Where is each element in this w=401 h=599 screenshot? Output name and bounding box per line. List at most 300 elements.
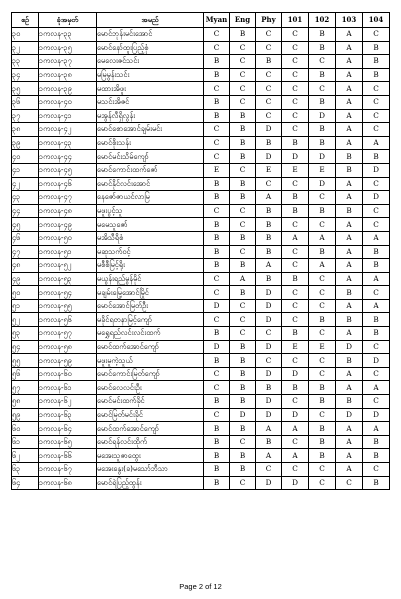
grade-cell: C — [282, 395, 309, 409]
grade-cell: A — [363, 272, 390, 286]
grade-cell: C — [230, 95, 256, 109]
student-name-cell: မခိုင်ရတနာမြင့်ကျော် — [97, 313, 204, 327]
grade-cell: A — [363, 299, 390, 313]
student-name-cell: မောင်မင်းသိမ်ကျော် — [97, 150, 204, 164]
grade-cell: B — [230, 449, 256, 463]
roll-number-cell: ၁ကလန-၃၅ — [39, 41, 97, 55]
serial-cell: ၄၉ — [12, 272, 39, 286]
grade-cell: D — [309, 109, 336, 123]
grade-cell: B — [204, 68, 230, 82]
roll-number-cell: ၁ကလန-၆၂ — [39, 395, 97, 409]
grade-cell: B — [363, 313, 390, 327]
grade-cell: A — [336, 136, 363, 150]
grade-cell: D — [363, 354, 390, 368]
grade-cell: A — [336, 109, 363, 123]
grade-cell: B — [363, 449, 390, 463]
grade-cell: B — [282, 136, 309, 150]
grade-cell: A — [363, 136, 390, 150]
grade-cell: B — [230, 231, 256, 245]
grade-cell: C — [363, 395, 390, 409]
serial-cell: ၅၂ — [12, 313, 39, 327]
grade-cell: A — [336, 231, 363, 245]
grade-cell: E — [204, 163, 230, 177]
grade-cell: A — [309, 231, 336, 245]
grade-cell: B — [230, 150, 256, 164]
table-row — [12, 408, 390, 422]
table-row — [12, 204, 390, 218]
grade-cell: C — [363, 218, 390, 232]
grade-cell: C — [363, 95, 390, 109]
table-row — [12, 136, 390, 150]
grade-cell: C — [309, 367, 336, 381]
table-row — [12, 82, 390, 96]
table-row — [12, 381, 390, 395]
grade-cell: B — [230, 109, 256, 123]
grade-cell: B — [363, 68, 390, 82]
grade-cell: C — [282, 435, 309, 449]
grade-cell: C — [336, 476, 363, 490]
grade-cell: C — [204, 408, 230, 422]
column-header: 101 — [282, 13, 309, 28]
grade-cell: C — [230, 245, 256, 259]
grade-cell: C — [309, 476, 336, 490]
grade-cell: C — [204, 272, 230, 286]
grade-cell: D — [204, 299, 230, 313]
grade-cell: B — [309, 449, 336, 463]
grade-cell: C — [230, 218, 256, 232]
serial-cell: ၅၁ — [12, 299, 39, 313]
serial-cell: ၅၀ — [12, 286, 39, 300]
roll-number-cell: ၁ကလန-၃၃ — [39, 28, 97, 42]
grade-cell: B — [363, 150, 390, 164]
grade-cell: B — [204, 422, 230, 436]
grade-cell: C — [256, 82, 282, 96]
grade-cell: C — [282, 55, 309, 69]
grade-cell: C — [309, 327, 336, 341]
roll-number-cell: ၁ကလန-၅၇ — [39, 327, 97, 341]
serial-cell: ၃၇ — [12, 109, 39, 123]
serial-cell: ၆၁ — [12, 435, 39, 449]
roll-number-cell: ၁ကလန-၅၉ — [39, 354, 97, 368]
grade-cell: C — [282, 259, 309, 273]
grade-cell: C — [309, 82, 336, 96]
roll-number-cell: ၁ကလန-၄၄ — [39, 150, 97, 164]
roll-number-cell: ၁ကလန-၆၀ — [39, 367, 97, 381]
grade-cell: B — [256, 55, 282, 69]
grade-cell: C — [309, 286, 336, 300]
grade-cell: E — [282, 163, 309, 177]
student-name-cell: မောင်ကောင်းမြတ်ကျော် — [97, 367, 204, 381]
grade-cell: B — [256, 435, 282, 449]
grade-cell: C — [282, 109, 309, 123]
grade-cell: D — [336, 340, 363, 354]
grade-cell: B — [230, 367, 256, 381]
grade-cell: B — [204, 177, 230, 191]
grade-cell: A — [256, 422, 282, 436]
grade-cell: D — [256, 150, 282, 164]
serial-cell: ၅၉ — [12, 408, 39, 422]
roll-number-cell: ၁ကလန-၆၇ — [39, 463, 97, 477]
grade-cell: B — [309, 204, 336, 218]
grade-cell: C — [230, 163, 256, 177]
grade-cell: A — [363, 381, 390, 395]
grade-cell: B — [256, 231, 282, 245]
grade-cell: C — [230, 55, 256, 69]
grade-cell: A — [336, 327, 363, 341]
column-header: ခုံအမှတ် — [39, 13, 97, 28]
grade-cell: A — [336, 463, 363, 477]
grade-cell: C — [282, 68, 309, 82]
grade-cell: C — [363, 367, 390, 381]
grade-cell: C — [230, 313, 256, 327]
grade-cell: C — [204, 313, 230, 327]
grade-cell: A — [256, 259, 282, 273]
grade-cell: C — [256, 28, 282, 42]
grade-cell: B — [230, 28, 256, 42]
grade-cell: A — [336, 245, 363, 259]
student-name-cell: မချမ်းမြေ့အောင်မြိုင် — [97, 286, 204, 300]
grade-cell: C — [204, 381, 230, 395]
grade-cell: C — [363, 463, 390, 477]
grade-cell: D — [363, 191, 390, 205]
grade-cell: B — [309, 245, 336, 259]
grade-cell: B — [230, 422, 256, 436]
grade-cell: A — [336, 381, 363, 395]
grade-cell: D — [363, 408, 390, 422]
roll-number-cell: ၁ကလန-၃၉ — [39, 82, 97, 96]
grade-cell: B — [204, 231, 230, 245]
student-name-cell: မောင်ထက်အောင်ကျော် — [97, 340, 204, 354]
table-row — [12, 435, 390, 449]
grade-cell: C — [282, 218, 309, 232]
grade-cell: A — [336, 299, 363, 313]
roll-number-cell: ၁ကလန-၄၆ — [39, 177, 97, 191]
grade-cell: C — [309, 55, 336, 69]
student-name-cell: မမေသူဇော် — [97, 218, 204, 232]
roll-number-cell: ၁ကလန-၄၈ — [39, 204, 97, 218]
grade-cell: D — [256, 408, 282, 422]
grade-cell: C — [204, 28, 230, 42]
serial-cell: ၄၈ — [12, 259, 39, 273]
grade-cell: B — [336, 354, 363, 368]
grade-cell: A — [336, 28, 363, 42]
grade-cell: C — [309, 272, 336, 286]
column-header: စဉ် — [12, 13, 39, 28]
grade-cell: C — [282, 286, 309, 300]
roll-number-cell: ၁ကလန-၆၁ — [39, 381, 97, 395]
grade-cell: B — [204, 463, 230, 477]
table-header-row — [12, 13, 390, 28]
serial-cell: ၆၄ — [12, 476, 39, 490]
serial-cell: ၄၃ — [12, 191, 39, 205]
grade-cell: A — [282, 449, 309, 463]
grade-cell: B — [309, 435, 336, 449]
grade-cell: C — [204, 150, 230, 164]
serial-cell: ၅၃ — [12, 327, 39, 341]
grade-cell: B — [282, 381, 309, 395]
roll-number-cell: ၁ကလန-၆၃ — [39, 408, 97, 422]
grade-cell: B — [256, 272, 282, 286]
grade-cell: C — [230, 476, 256, 490]
grade-cell: B — [309, 28, 336, 42]
roll-number-cell: ၁ကလန-၆၈ — [39, 476, 97, 490]
serial-cell: ၄၅ — [12, 218, 39, 232]
grade-cell: B — [204, 95, 230, 109]
serial-cell: ၃၆ — [12, 95, 39, 109]
page-number: Page 2 of 12 — [179, 582, 222, 591]
student-name-cell: မောင်ကောင်းထက်ဇော် — [97, 163, 204, 177]
table-row — [12, 68, 390, 82]
grade-cell: D — [309, 177, 336, 191]
column-header: 104 — [363, 13, 390, 28]
table-row — [12, 354, 390, 368]
grade-cell: A — [336, 123, 363, 137]
grade-cell: D — [282, 408, 309, 422]
table-row — [12, 299, 390, 313]
table-row — [12, 286, 390, 300]
grade-cell: B — [204, 55, 230, 69]
serial-cell: ၃၀ — [12, 28, 39, 42]
roll-number-cell: ၁ကလန-၄၂ — [39, 123, 97, 137]
table-row — [12, 327, 390, 341]
roll-number-cell: ၁ကလန-၅၁ — [39, 245, 97, 259]
grade-cell: A — [309, 259, 336, 273]
grade-cell: B — [309, 422, 336, 436]
roll-number-cell: ၁ကလန-၆၄ — [39, 422, 97, 436]
grade-cell: C — [204, 286, 230, 300]
grade-cell: B — [204, 449, 230, 463]
student-name-cell: မောင်ဘုန်းမင်းအောင် — [97, 28, 204, 42]
grade-cell: B — [204, 327, 230, 341]
grade-cell: C — [309, 354, 336, 368]
grade-cell: A — [230, 272, 256, 286]
table-row — [12, 367, 390, 381]
grade-cell: B — [204, 218, 230, 232]
grade-cell: A — [336, 95, 363, 109]
grade-cell: C — [204, 41, 230, 55]
grade-cell: A — [282, 422, 309, 436]
student-name-cell: နေဇော်ဇာယင်လာမြ — [97, 191, 204, 205]
roll-number-cell: ၁ကလန-၄၅ — [39, 163, 97, 177]
table-row — [12, 395, 390, 409]
student-name-cell: မအိသီရိစံ — [97, 231, 204, 245]
grade-cell: B — [336, 286, 363, 300]
table-row — [12, 340, 390, 354]
grade-cell: C — [309, 299, 336, 313]
grade-cell: E — [256, 163, 282, 177]
grade-cell: C — [282, 41, 309, 55]
grade-cell: C — [256, 463, 282, 477]
grade-cell: C — [363, 123, 390, 137]
grade-cell: A — [256, 449, 282, 463]
roll-number-cell: ၁ကလန-၅၅ — [39, 299, 97, 313]
grade-cell: B — [282, 327, 309, 341]
grade-cell: D — [336, 408, 363, 422]
grade-cell: C — [256, 68, 282, 82]
student-name-cell: မောင်နိုင်လင်းအောင် — [97, 177, 204, 191]
roll-number-cell: ၁ကလန-၅၃ — [39, 272, 97, 286]
serial-cell: ၃၉ — [12, 136, 39, 150]
roll-number-cell: ၁ကလန-၅၂ — [39, 259, 97, 273]
student-name-cell: မရွှေရည်လင်းလင်းထက် — [97, 327, 204, 341]
grade-cell: C — [204, 82, 230, 96]
grade-cell: C — [230, 82, 256, 96]
grade-cell: A — [336, 82, 363, 96]
grade-cell: D — [363, 163, 390, 177]
grade-cell: C — [363, 286, 390, 300]
grade-cell: B — [256, 204, 282, 218]
grade-cell: A — [282, 231, 309, 245]
serial-cell: ၅၄ — [12, 340, 39, 354]
serial-cell: ၅၈ — [12, 395, 39, 409]
serial-cell: ၆၀ — [12, 422, 39, 436]
student-name-cell: မဖူးပွင့်သူ — [97, 204, 204, 218]
grade-cell: C — [282, 177, 309, 191]
grade-cell: C — [230, 68, 256, 82]
grade-cell: C — [363, 177, 390, 191]
grade-cell: A — [336, 422, 363, 436]
grade-cell: A — [336, 177, 363, 191]
student-name-cell: မောင်ထက်အောင်ကျော် — [97, 422, 204, 436]
grade-cell: C — [363, 109, 390, 123]
grade-cell: D — [256, 123, 282, 137]
grade-cell: A — [336, 272, 363, 286]
grade-cell: B — [204, 259, 230, 273]
grade-cell: B — [363, 327, 390, 341]
grade-cell: A — [336, 449, 363, 463]
table-body — [12, 28, 390, 490]
roll-number-cell: ၁ကလန-၅၆ — [39, 313, 97, 327]
grade-cell: C — [282, 28, 309, 42]
grade-cell: B — [336, 395, 363, 409]
column-header: 102 — [309, 13, 336, 28]
grade-cell: B — [282, 204, 309, 218]
grade-cell: C — [256, 41, 282, 55]
student-name-cell: မယွန်းရည်မွန်မိုင် — [97, 272, 204, 286]
grades-table — [11, 12, 390, 490]
grade-cell: B — [230, 340, 256, 354]
table-row — [12, 55, 390, 69]
serial-cell: ၄၁ — [12, 163, 39, 177]
student-name-cell: မဆုသက်ဝင့် — [97, 245, 204, 259]
grade-cell: B — [230, 191, 256, 205]
grade-cell: D — [256, 286, 282, 300]
grade-cell: B — [363, 41, 390, 55]
grade-cell: D — [309, 150, 336, 164]
grade-cell: B — [230, 395, 256, 409]
grade-cell: B — [282, 191, 309, 205]
grade-cell: C — [282, 354, 309, 368]
grade-cell: D — [256, 313, 282, 327]
grade-cell: C — [282, 463, 309, 477]
grade-cell: C — [282, 245, 309, 259]
grade-cell: C — [282, 82, 309, 96]
serial-cell: ၅၆ — [12, 367, 39, 381]
grade-cell: D — [256, 340, 282, 354]
grade-cell: B — [204, 245, 230, 259]
grade-cell: B — [204, 435, 230, 449]
table-row — [12, 218, 390, 232]
table-row — [12, 245, 390, 259]
student-name-cell: မောင်စောအောင်ချမ်းမင်း — [97, 123, 204, 137]
grade-cell: D — [204, 340, 230, 354]
student-name-cell: မောင်လေလင်းဦး — [97, 381, 204, 395]
grade-cell: A — [336, 435, 363, 449]
grade-cell: B — [336, 313, 363, 327]
student-name-cell: မောင်ရဲပြည့်ထွန်း — [97, 476, 204, 490]
grade-cell: E — [309, 163, 336, 177]
grade-cell: A — [336, 259, 363, 273]
grade-cell: C — [230, 299, 256, 313]
grade-cell: B — [256, 218, 282, 232]
table-row — [12, 191, 390, 205]
column-header: Myan — [204, 13, 230, 28]
table-row — [12, 259, 390, 273]
serial-cell: ၃၅ — [12, 82, 39, 96]
serial-cell: ၄၀ — [12, 150, 39, 164]
grade-cell: D — [256, 395, 282, 409]
grade-cell: C — [204, 123, 230, 137]
grade-cell: B — [256, 245, 282, 259]
grade-cell: B — [256, 381, 282, 395]
grade-cell: C — [204, 204, 230, 218]
serial-cell: ၃၂ — [12, 41, 39, 55]
student-name-cell: မေလေးဇင်သင်း — [97, 55, 204, 69]
grade-cell: B — [230, 354, 256, 368]
grade-cell: B — [336, 163, 363, 177]
grade-cell: A — [336, 68, 363, 82]
grade-cell: B — [309, 95, 336, 109]
roll-number-cell: ၁ကလန-၄၉ — [39, 218, 97, 232]
table-row — [12, 123, 390, 137]
student-name-cell: မအွန်လီရှိလွန်း — [97, 109, 204, 123]
grade-cell: C — [282, 299, 309, 313]
grade-cell: B — [230, 381, 256, 395]
serial-cell: ၄၄ — [12, 204, 39, 218]
roll-number-cell: ၁ကလန-၃၈ — [39, 68, 97, 82]
grade-cell: D — [256, 367, 282, 381]
grade-cell: A — [363, 422, 390, 436]
student-name-cell: မဖူးမူကဲ့သူယ် — [97, 354, 204, 368]
grade-cell: C — [256, 354, 282, 368]
grade-cell: D — [256, 476, 282, 490]
grade-cell: C — [363, 204, 390, 218]
grade-cell: C — [363, 340, 390, 354]
grade-cell: B — [204, 191, 230, 205]
grade-cell: A — [256, 191, 282, 205]
table-row — [12, 272, 390, 286]
roll-number-cell: ၁ကလန-၃၇ — [39, 55, 97, 69]
grade-cell: B — [363, 435, 390, 449]
grade-cell: B — [204, 109, 230, 123]
table-row — [12, 476, 390, 490]
student-name-cell: မမြမွန်းသင်း — [97, 68, 204, 82]
roll-number-cell: ၁ကလန-၄၀ — [39, 95, 97, 109]
column-header: အမည် — [97, 13, 204, 28]
table-row — [12, 177, 390, 191]
grade-cell: D — [282, 476, 309, 490]
grade-cell: A — [336, 367, 363, 381]
student-name-cell: မအေးနွေး(ခ)မသော်ဘီသာ — [97, 463, 204, 477]
grade-cell: B — [204, 354, 230, 368]
serial-cell: ၅၅ — [12, 354, 39, 368]
grade-cell: A — [336, 191, 363, 205]
table-row — [12, 95, 390, 109]
grade-cell: B — [336, 204, 363, 218]
student-name-cell: မသင်းအိဇင် — [97, 95, 204, 109]
table-row — [12, 313, 390, 327]
student-name-cell: မောင်ရန်လင်းထိုက် — [97, 435, 204, 449]
